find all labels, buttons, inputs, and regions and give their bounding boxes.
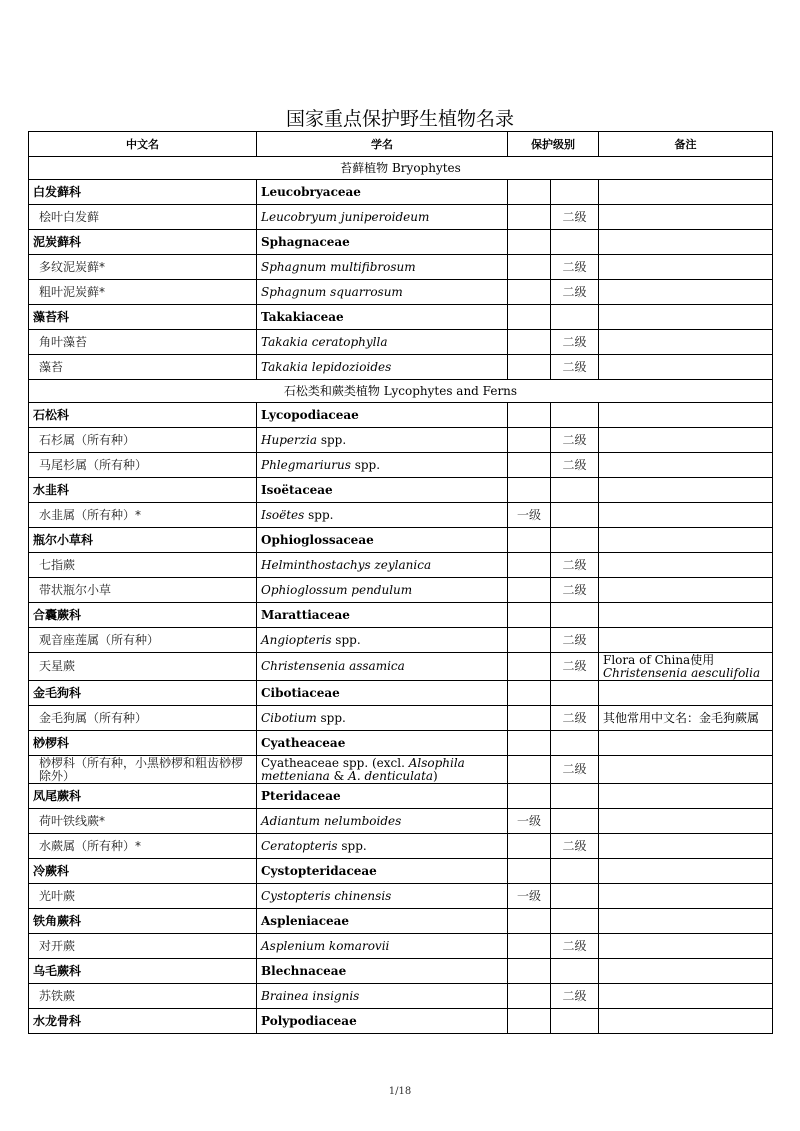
species-note [599,834,773,859]
level-2-cell: 二级 [551,428,599,453]
sci-italic: Cystopteris chinensis [261,888,392,903]
species-row [29,984,773,1009]
family-chinese-name: 铁角蕨科 [29,909,257,934]
family-scientific-name: Cyatheaceae [257,731,508,756]
family-chinese-name: 凤尾蕨科 [29,784,257,809]
species-scientific-name [257,280,508,305]
species-chinese-name: 荷叶铁线蕨* [29,809,257,834]
level-1-cell [508,330,551,355]
species-note [599,706,773,731]
family-level1-cell [508,731,551,756]
level-2-cell: 二级 [551,834,599,859]
level-1-cell [508,706,551,731]
species-row [29,628,773,653]
family-chinese-name: 石松科 [29,403,257,428]
family-note-cell [599,230,773,255]
family-note-cell [599,784,773,809]
family-note-cell [599,603,773,628]
family-row [29,784,773,809]
species-chinese-name: 角叶藻苔 [29,330,257,355]
family-level2-cell [551,859,599,884]
species-note [599,280,773,305]
species-row [29,503,773,528]
family-row [29,681,773,706]
family-chinese-name: 乌毛蕨科 [29,959,257,984]
family-chinese-name: 泥炭藓科 [29,230,257,255]
family-row [29,528,773,553]
species-note [599,653,773,681]
species-note [599,205,773,230]
family-note-cell [599,1009,773,1034]
sci-italic: Sphagnum squarrosum [261,284,403,299]
level-1-cell [508,453,551,478]
family-note-cell [599,305,773,330]
level-1-cell [508,255,551,280]
species-chinese-name: 金毛狗属（所有种） [29,706,257,731]
family-level2-cell [551,959,599,984]
sci-italic: Huperzia [261,432,318,447]
family-note-cell [599,909,773,934]
species-scientific-name [257,934,508,959]
species-note [599,330,773,355]
species-row [29,330,773,355]
species-row [29,453,773,478]
species-chinese-name: 光叶蕨 [29,884,257,909]
family-chinese-name: 桫椤科 [29,731,257,756]
species-scientific-name [257,834,508,859]
species-chinese-name: 马尾杉属（所有种） [29,453,257,478]
family-level1-cell [508,230,551,255]
species-scientific-name [257,653,508,681]
level-2-cell [551,809,599,834]
species-scientific-name [257,553,508,578]
family-scientific-name: Takakiaceae [257,305,508,330]
header-notes: 备注 [599,132,773,157]
sci-italic: Sphagnum multifibrosum [261,259,416,274]
family-scientific-name: Aspleniaceae [257,909,508,934]
family-level1-cell [508,859,551,884]
level-2-cell: 二级 [551,255,599,280]
table-header-row [29,132,773,157]
header-protection-level: 保护级别 [508,132,599,157]
family-level2-cell [551,909,599,934]
level-2-cell [551,503,599,528]
species-chinese-name: 多纹泥炭藓* [29,255,257,280]
family-level1-cell [508,478,551,503]
family-row [29,909,773,934]
family-level1-cell [508,959,551,984]
species-row [29,653,773,681]
section-row [29,157,773,180]
level-1-cell: 一级 [508,884,551,909]
family-row [29,1009,773,1034]
level-2-cell: 二级 [551,706,599,731]
species-row [29,934,773,959]
level-1-cell [508,553,551,578]
family-scientific-name: Blechnaceae [257,959,508,984]
family-chinese-name: 藻苔科 [29,305,257,330]
level-2-cell: 二级 [551,553,599,578]
species-chinese-name: 七指蕨 [29,553,257,578]
sci-italic: Ceratopteris [261,838,338,853]
species-chinese-name: 对开蕨 [29,934,257,959]
sci-suffix: spp. [350,457,381,472]
species-note [599,884,773,909]
species-row [29,578,773,603]
species-chinese-name: 石杉属（所有种） [29,428,257,453]
header-scientific-name: 学名 [257,132,508,157]
species-chinese-name: 苏铁蕨 [29,984,257,1009]
species-row [29,834,773,859]
species-note [599,984,773,1009]
species-row [29,255,773,280]
family-level1-cell [508,180,551,205]
sci-suffix: spp. [331,632,361,647]
family-scientific-name: Cystopteridaceae [257,859,508,884]
species-scientific-name [257,628,508,653]
family-scientific-name: Lycopodiaceae [257,403,508,428]
note-text: Flora of China使用 [603,652,715,667]
species-note [599,553,773,578]
sci-italic: Adiantum nelumboides [261,813,402,828]
sci-italic: Angiopteris [261,632,332,647]
species-chinese-name: 桫椤科（所有种，小黑桫椤和粗齿桫椤除外） [29,756,257,784]
species-row [29,280,773,305]
sci-plain: ) [433,768,438,783]
family-row [29,859,773,884]
section-row [29,380,773,403]
level-1-cell [508,355,551,380]
family-chinese-name: 冷蕨科 [29,859,257,884]
family-chinese-name: 水龙骨科 [29,1009,257,1034]
family-level1-cell [508,305,551,330]
level-1-cell [508,653,551,681]
family-note-cell [599,478,773,503]
sci-italic: Asplenium komarovii [261,938,390,953]
note-italic: Christensenia aesculifolia [603,665,761,680]
species-chinese-name: 藻苔 [29,355,257,380]
level-1-cell [508,984,551,1009]
sci-italic: Phlegmariurus [261,457,351,472]
family-level2-cell [551,180,599,205]
species-scientific-name [257,706,508,731]
species-note [599,934,773,959]
family-level2-cell [551,403,599,428]
species-scientific-name [257,578,508,603]
header-chinese-name: 中文名 [29,132,257,157]
family-row [29,478,773,503]
sci-suffix: spp. [304,507,334,522]
section-title: 石松类和蕨类植物 Lycophytes and Ferns [29,380,773,403]
species-note [599,503,773,528]
level-2-cell: 二级 [551,355,599,380]
family-level2-cell [551,1009,599,1034]
family-level2-cell [551,603,599,628]
family-level1-cell [508,909,551,934]
family-level2-cell [551,230,599,255]
species-scientific-name [257,884,508,909]
species-scientific-name [257,330,508,355]
species-note [599,453,773,478]
family-scientific-name: Sphagnaceae [257,230,508,255]
species-scientific-name [257,205,508,230]
level-2-cell: 二级 [551,984,599,1009]
level-2-cell: 二级 [551,205,599,230]
family-note-cell [599,681,773,706]
family-scientific-name: Pteridaceae [257,784,508,809]
level-2-cell: 二级 [551,653,599,681]
level-1-cell: 一级 [508,503,551,528]
family-level1-cell [508,528,551,553]
level-1-cell [508,578,551,603]
family-level2-cell [551,528,599,553]
sci-italic: A. denticulata [348,768,434,783]
family-note-cell [599,859,773,884]
family-chinese-name: 合囊蕨科 [29,603,257,628]
level-1-cell [508,205,551,230]
sci-suffix: spp. [316,710,346,725]
sci-suffix: spp. [337,838,367,853]
sci-suffix: spp. [317,432,347,447]
species-scientific-name [257,503,508,528]
species-chinese-name: 水蕨属（所有种）* [29,834,257,859]
sci-plain: & [329,768,349,783]
level-1-cell [508,280,551,305]
family-note-cell [599,403,773,428]
species-note [599,255,773,280]
family-row [29,731,773,756]
species-row [29,205,773,230]
level-1-cell: 一级 [508,809,551,834]
page-number: 1/18 [388,1086,412,1097]
species-scientific-name [257,984,508,1009]
species-chinese-name: 天星蕨 [29,653,257,681]
species-note [599,628,773,653]
species-chinese-name: 观音座莲属（所有种） [29,628,257,653]
family-level1-cell [508,403,551,428]
family-note-cell [599,731,773,756]
level-2-cell: 二级 [551,628,599,653]
species-chinese-name: 粗叶泥炭藓* [29,280,257,305]
family-level2-cell [551,681,599,706]
level-1-cell [508,428,551,453]
sci-italic: Christensenia assamica [261,659,405,673]
sci-italic: Cibotium [261,710,317,725]
species-row [29,428,773,453]
species-chinese-name: 水韭属（所有种）* [29,503,257,528]
family-note-cell [599,180,773,205]
sci-italic: Helminthostachys zeylanica [261,557,432,572]
level-2-cell: 二级 [551,578,599,603]
family-level1-cell [508,1009,551,1034]
species-note [599,756,773,784]
species-chinese-name: 带状瓶尔小草 [29,578,257,603]
note-text: 其他常用中文名：金毛狗蕨属 [603,710,760,725]
species-row [29,706,773,731]
family-scientific-name: Ophioglossaceae [257,528,508,553]
family-chinese-name: 水韭科 [29,478,257,503]
species-note [599,578,773,603]
species-scientific-name [257,355,508,380]
family-chinese-name: 白发藓科 [29,180,257,205]
section-title: 苔藓植物 Bryophytes [29,157,773,180]
species-row [29,553,773,578]
family-row [29,180,773,205]
sci-italic: Ophioglossum pendulum [261,582,413,597]
level-1-cell [508,834,551,859]
family-level2-cell [551,478,599,503]
family-level2-cell [551,784,599,809]
family-scientific-name: Isoëtaceae [257,478,508,503]
species-row [29,355,773,380]
family-level2-cell [551,305,599,330]
species-scientific-name [257,809,508,834]
level-1-cell [508,756,551,784]
sci-italic: Takakia lepidozioides [261,359,392,374]
family-row [29,230,773,255]
level-1-cell [508,934,551,959]
family-scientific-name: Leucobryaceae [257,180,508,205]
family-level2-cell [551,731,599,756]
family-scientific-name: Marattiaceae [257,603,508,628]
species-chinese-name: 桧叶白发藓 [29,205,257,230]
species-scientific-name [257,428,508,453]
family-note-cell [599,959,773,984]
species-scientific-name [257,756,508,784]
family-row [29,305,773,330]
level-2-cell: 二级 [551,453,599,478]
level-2-cell: 二级 [551,934,599,959]
sci-italic: Brainea insignis [261,988,360,1003]
family-level1-cell [508,681,551,706]
level-2-cell [551,884,599,909]
family-level1-cell [508,603,551,628]
family-row [29,603,773,628]
level-1-cell [508,628,551,653]
species-scientific-name [257,255,508,280]
species-row [29,756,773,784]
family-row [29,959,773,984]
family-row [29,403,773,428]
family-level1-cell [508,784,551,809]
species-scientific-name [257,453,508,478]
sci-italic: Takakia ceratophylla [261,334,388,349]
species-note [599,428,773,453]
family-scientific-name: Cibotiaceae [257,681,508,706]
sci-italic: Isoëtes [261,507,305,522]
protected-plants-table [28,131,773,1034]
level-2-cell: 二级 [551,280,599,305]
sci-plain: Cyatheaceae spp. (excl. [261,755,409,770]
level-2-cell: 二级 [551,756,599,784]
species-row [29,809,773,834]
species-note [599,809,773,834]
species-row [29,884,773,909]
sci-italic: Alsophila metteniana [261,755,465,783]
species-note [599,355,773,380]
family-chinese-name: 金毛狗科 [29,681,257,706]
family-scientific-name: Polypodiaceae [257,1009,508,1034]
page-title: 国家重点保护野生植物名录 [285,108,514,130]
family-note-cell [599,528,773,553]
family-chinese-name: 瓶尔小草科 [29,528,257,553]
table-body [29,157,773,1034]
level-2-cell: 二级 [551,330,599,355]
sci-italic: Leucobryum juniperoideum [261,209,430,224]
